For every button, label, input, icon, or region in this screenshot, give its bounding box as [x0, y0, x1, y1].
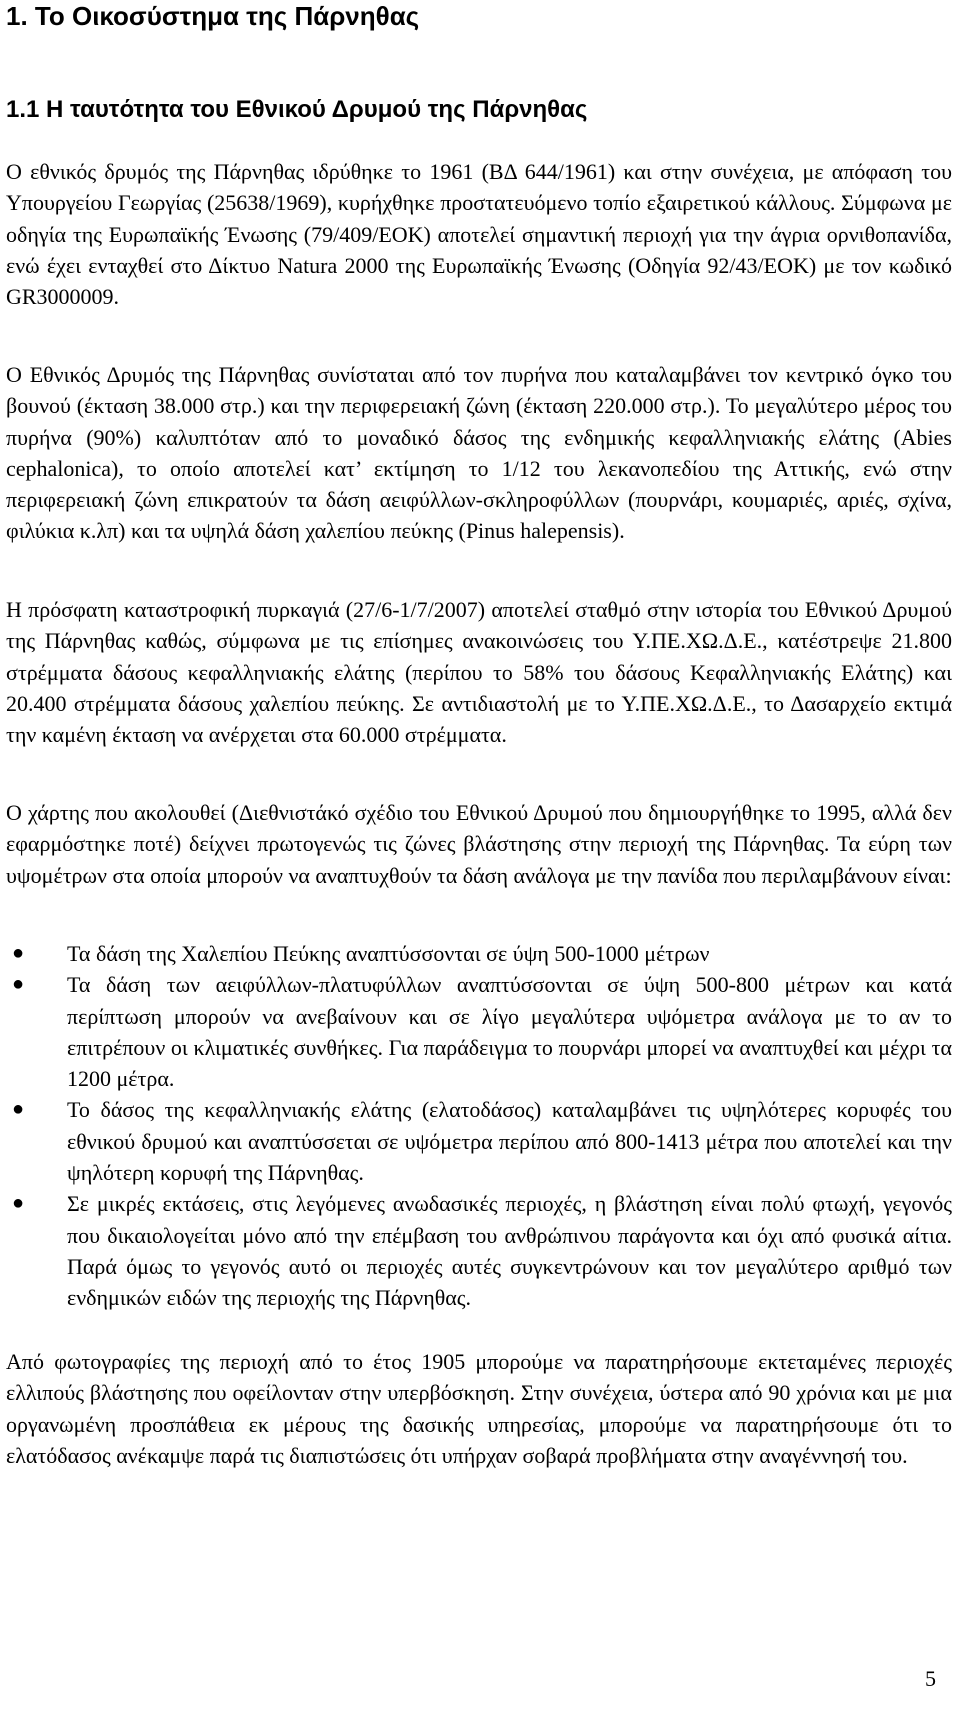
page-number: 5 — [925, 1666, 936, 1691]
list-item — [6, 1188, 952, 1313]
list-item-text: Τα δάση της Χαλεπίου Πεύκης αναπτύσσονται σε ύψη 500-1000 μέτρων — [67, 941, 710, 966]
bullet-icon: ● — [12, 1192, 25, 1215]
paragraph-composition: Ο Εθνικός Δρυμός της Πάρνηθας συνίσταται από τον πυρήνα που καταλαμβάνει τον κεντρικό όγκο του βουνού (έκταση 38.000 στρ.) και την περιφερειακή ζώνη (έκταση 220.000 στρ.). Το μεγαλύτερο μέρος του πυρήνα (90%) καλυπτόταν από το μοναδικό δάσος της ενδημικής κεφαλληνιακής ελάτης (Abies cephalonica), το οποίο αποτελεί κατ’ εκτίμηση το 1/12 του λεκανοπεδίου της Αττικής, ενώ στην περιφερειακή ζώνη επικρατούν τα δάση αειφύλλων-σκληροφύλλων (πουρνάρι, κουμαριές, αριές, σχίνα, φιλύκια κ.λπ) και τα υψηλά δάση χαλεπίου πεύκης (Pinus halepensis). — [6, 362, 952, 544]
section-heading: 1.1 Η ταυτότητα του Εθνικού Δρυμού της Πάρνηθας — [6, 96, 588, 123]
bullet-icon: ● — [12, 942, 25, 964]
list-item — [6, 969, 952, 1094]
bullet-icon: ● — [12, 973, 25, 996]
bullet-icon: ● — [12, 1098, 25, 1121]
list-item-text: Τα δάση των αειφύλλων-πλατυφύλλων αναπτύσσονται σε ύψη 500-800 μέτρων και κατά περίπτωση μπορούν να ανεβαίνουν και σε λίγο μεγαλύτερα υψόμετρα ανάλογα με το αν το επιτρέπουν οι κλιματικές συνθήκες. Για παράδειγμα το πουρνάρι μπορεί να αναπτυχθεί και μέχρι τα 1200 μέτρα. — [67, 972, 952, 1092]
chapter-heading: 1. Το Οικοσύστημα της Πάρνηθας — [6, 1, 420, 31]
list-item-text: Το δάσος της κεφαλληνιακής ελάτης (ελατοδάσος) καταλαμβάνει τις υψηλότερες κορυφές του εθνικού δρυμού και αναπτύσσεται σε υψόμετρα περίπου από 800-1413 μέτρα που αποτελεί και την ψηλότερη κορυφή της Πάρνηθας. — [67, 1097, 952, 1186]
paragraph-history: Από φωτογραφίες της περιοχή από το έτος 1905 μπορούμε να παρατηρήσουμε εκτεταμένες περιοχές ελλιπούς βλάστησης που οφείλονταν στην υπερβόσκηση. Στην συνέχεια, ύστερα από 90 χρόνια και με μια οργανωμένη προσπάθεια εκ μέρους της δασικής υπηρεσίας, μπορούμε να παρατηρήσουμε ότι το ελατόδασος ανέκαμψε παρά τις διαπιστώσεις ότι υπήρχαν σοβαρά προβλήματα στην αναγέννησή του. — [6, 1349, 952, 1468]
list-item-text: Σε μικρές εκτάσεις, στις λεγόμενες ανωδασικές περιοχές, η βλάστηση είναι πολύ φτωχή, γεγονός που δικαιολογείται μόνο από την επέμβαση του ανθρώπινου παράγοντα και όχι από φυσικά αίτια. Παρά όμως το γεγονός αυτό οι περιοχές αυτές συγκεντρώνουν και τον μεγαλύτερο αριθμό των ενδημικών ειδών της περιοχής της Πάρνηθας. — [67, 1191, 952, 1311]
vegetation-zones-list — [6, 938, 952, 1314]
paragraph-map: Ο χάρτης που ακολουθεί (Διεθνιστάκό σχέδιο του Εθνικού Δρυμού που δημιουργήθηκε το 1995, αλλά δεν εφαρμόστηκε ποτέ) δείχνει πρωτογενώς τις ζώνες βλάστησης στην περιοχή της Πάρνηθας. Τα εύρη των υψομέτρων στα οποία μπορούν να αναπτυχθούν τα δάση ανάλογα με την πανίδα που περιλαμβάνουν είναι: — [6, 800, 952, 888]
list-item — [6, 938, 952, 969]
list-item — [6, 1094, 952, 1188]
paragraph-fire: Η πρόσφατη καταστροφική πυρκαγιά (27/6-1/7/2007) αποτελεί σταθμό στην ιστορία του Εθνικού Δρυμού της Πάρνηθας καθώς, σύμφωνα με τις επίσημες ανακοινώσεις του Υ.ΠΕ.ΧΩ.Δ.Ε., κατέστρεψε 21.800 στρέμματα δάσους κεφαλληνιακής ελάτης (περίπου το 58% του δάσους Κεφαλληνιακής Ελάτης) και 20.400 στρέμματα δάσους χαλεπίου πεύκης. Σε αντιδιαστολή με το Υ.ΠΕ.ΧΩ.Δ.Ε., το Δασαρχείο εκτιμά την καμένη έκταση να ανέρχεται στα 60.000 στρέμματα. — [6, 597, 952, 748]
paragraph-identity: Ο εθνικός δρυμός της Πάρνηθας ιδρύθηκε το 1961 (ΒΔ 644/1961) και στην συνέχεια, με απόφαση του Υπουργείου Γεωργίας (25638/1969), κυρήχθηκε προστατευόμενο τοπίο εξαιρετικού κάλλους. Σύμφωνα με οδηγία της Ευρωπαϊκής Ένωσης (79/409/ΕΟΚ) αποτελεί σημαντική περιοχή για την άγρια ορνιθοπανίδα, ενώ έχει ενταχθεί στο Δίκτυο Natura 2000 της Ευρωπαϊκής Ένωσης (Οδηγία 92/43/ΕΟΚ) με τον κωδικό GR3000009. — [6, 159, 952, 310]
